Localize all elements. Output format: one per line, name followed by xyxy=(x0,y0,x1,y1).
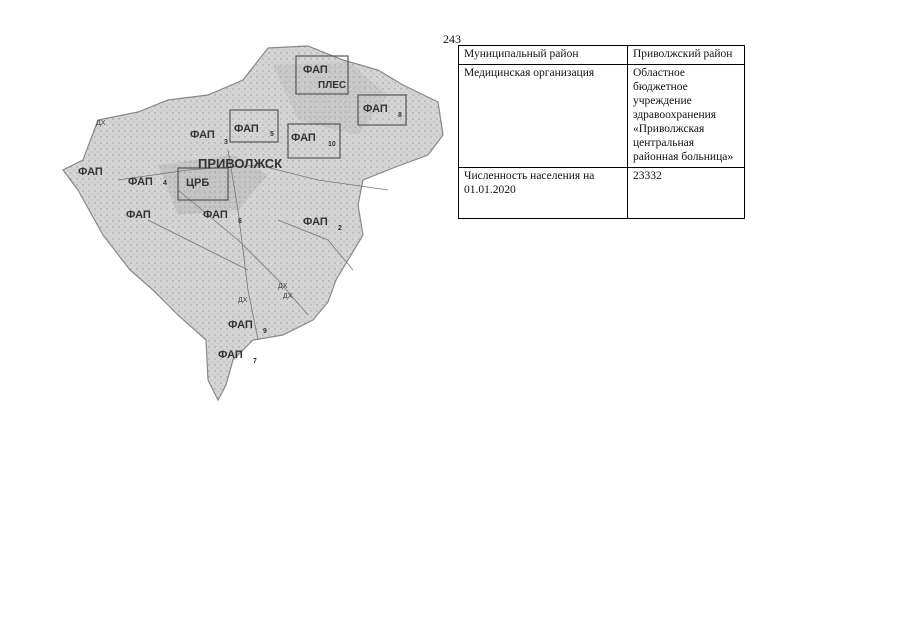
fap-number: 9 xyxy=(263,328,267,335)
city-label: ПРИВОЛЖСК xyxy=(198,156,283,171)
fap-label: ФАП xyxy=(228,319,253,331)
fap-label: ФАП xyxy=(128,176,153,188)
settlement-label: ДХ xyxy=(96,120,106,127)
fap-label: ФАП xyxy=(363,103,388,115)
fap-number: 6 xyxy=(238,218,242,225)
fap-label: ФАП xyxy=(303,64,328,76)
settlement-label: ДХ xyxy=(278,283,288,290)
fap-number: 3 xyxy=(224,139,228,146)
page-number: 243 xyxy=(443,32,461,46)
table-row xyxy=(459,46,745,65)
fap-label: ФАП xyxy=(126,209,151,221)
fap-number: 2 xyxy=(338,225,342,232)
table-row xyxy=(459,168,745,219)
settlement-label: ДХ xyxy=(283,293,293,300)
fap-number: 10 xyxy=(328,141,336,148)
settlement-label: ДХ xyxy=(238,297,248,304)
fap-label: ФАП xyxy=(218,349,243,361)
row-value: Приволжский район xyxy=(628,46,745,65)
fap-label: ФАП xyxy=(303,216,328,228)
fap-number: 8 xyxy=(398,112,402,119)
fap-number: 7 xyxy=(253,358,257,365)
row-label: Муниципальный район xyxy=(459,46,628,65)
town-label: ПЛЕС xyxy=(318,80,347,91)
table-row xyxy=(459,65,745,168)
row-label: Медицинская организация xyxy=(459,65,628,168)
row-value: 23332 xyxy=(628,168,745,219)
fap-label: ФАП xyxy=(78,166,103,178)
district-area xyxy=(63,46,443,400)
row-label: Численность населения на 01.01.2020 xyxy=(459,168,628,219)
fap-label: ФАП xyxy=(234,123,259,135)
fap-label: ФАП xyxy=(203,209,228,221)
fap-label: ФАП xyxy=(190,129,215,141)
fap-number: 4 xyxy=(163,180,167,187)
district-map xyxy=(58,40,448,405)
hospital-label: ЦРБ xyxy=(186,177,210,189)
info-table xyxy=(458,45,745,219)
fap-label: ФАП xyxy=(291,132,316,144)
row-value: Областное бюджетное учреждение здравоохранения «Приволжская центральная районная больница» xyxy=(628,65,745,168)
fap-number: 5 xyxy=(270,131,274,138)
